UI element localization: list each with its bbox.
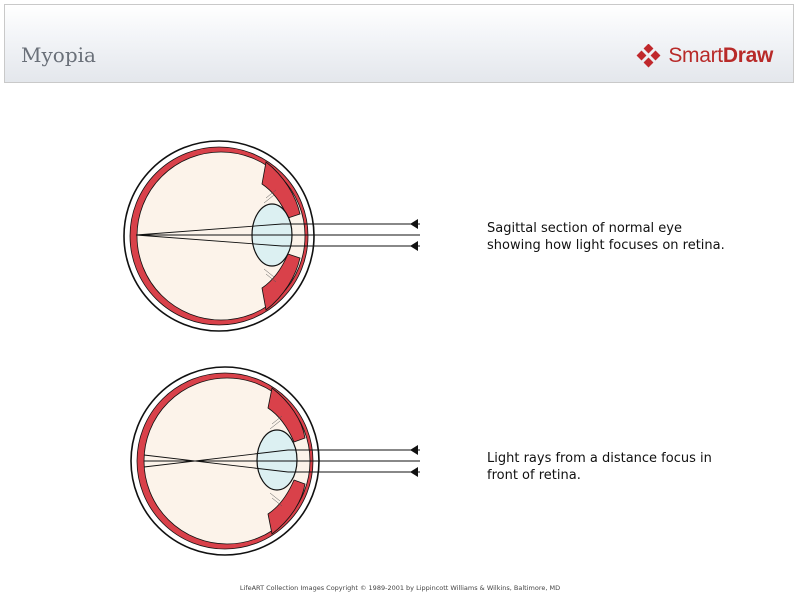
myopic-eye — [131, 367, 420, 555]
copyright-footer: LifeART Collection Images Copyright © 1989-2001 by Lippincott Williams & Wilkins, Baltimore, MD — [239, 584, 561, 592]
logo-text-bold: Draw — [722, 44, 773, 67]
logo-text-regular: Smart — [668, 44, 723, 67]
normal-eye — [124, 141, 420, 331]
myopic-eye-caption: Light rays from a distance focus in front of retina. — [487, 451, 712, 483]
normal-eye-caption: Sagittal section of normal eye showing how light focuses on retina. — [487, 221, 725, 253]
myopic-eye-lens — [257, 430, 297, 490]
page-title: Myopia — [21, 43, 96, 67]
